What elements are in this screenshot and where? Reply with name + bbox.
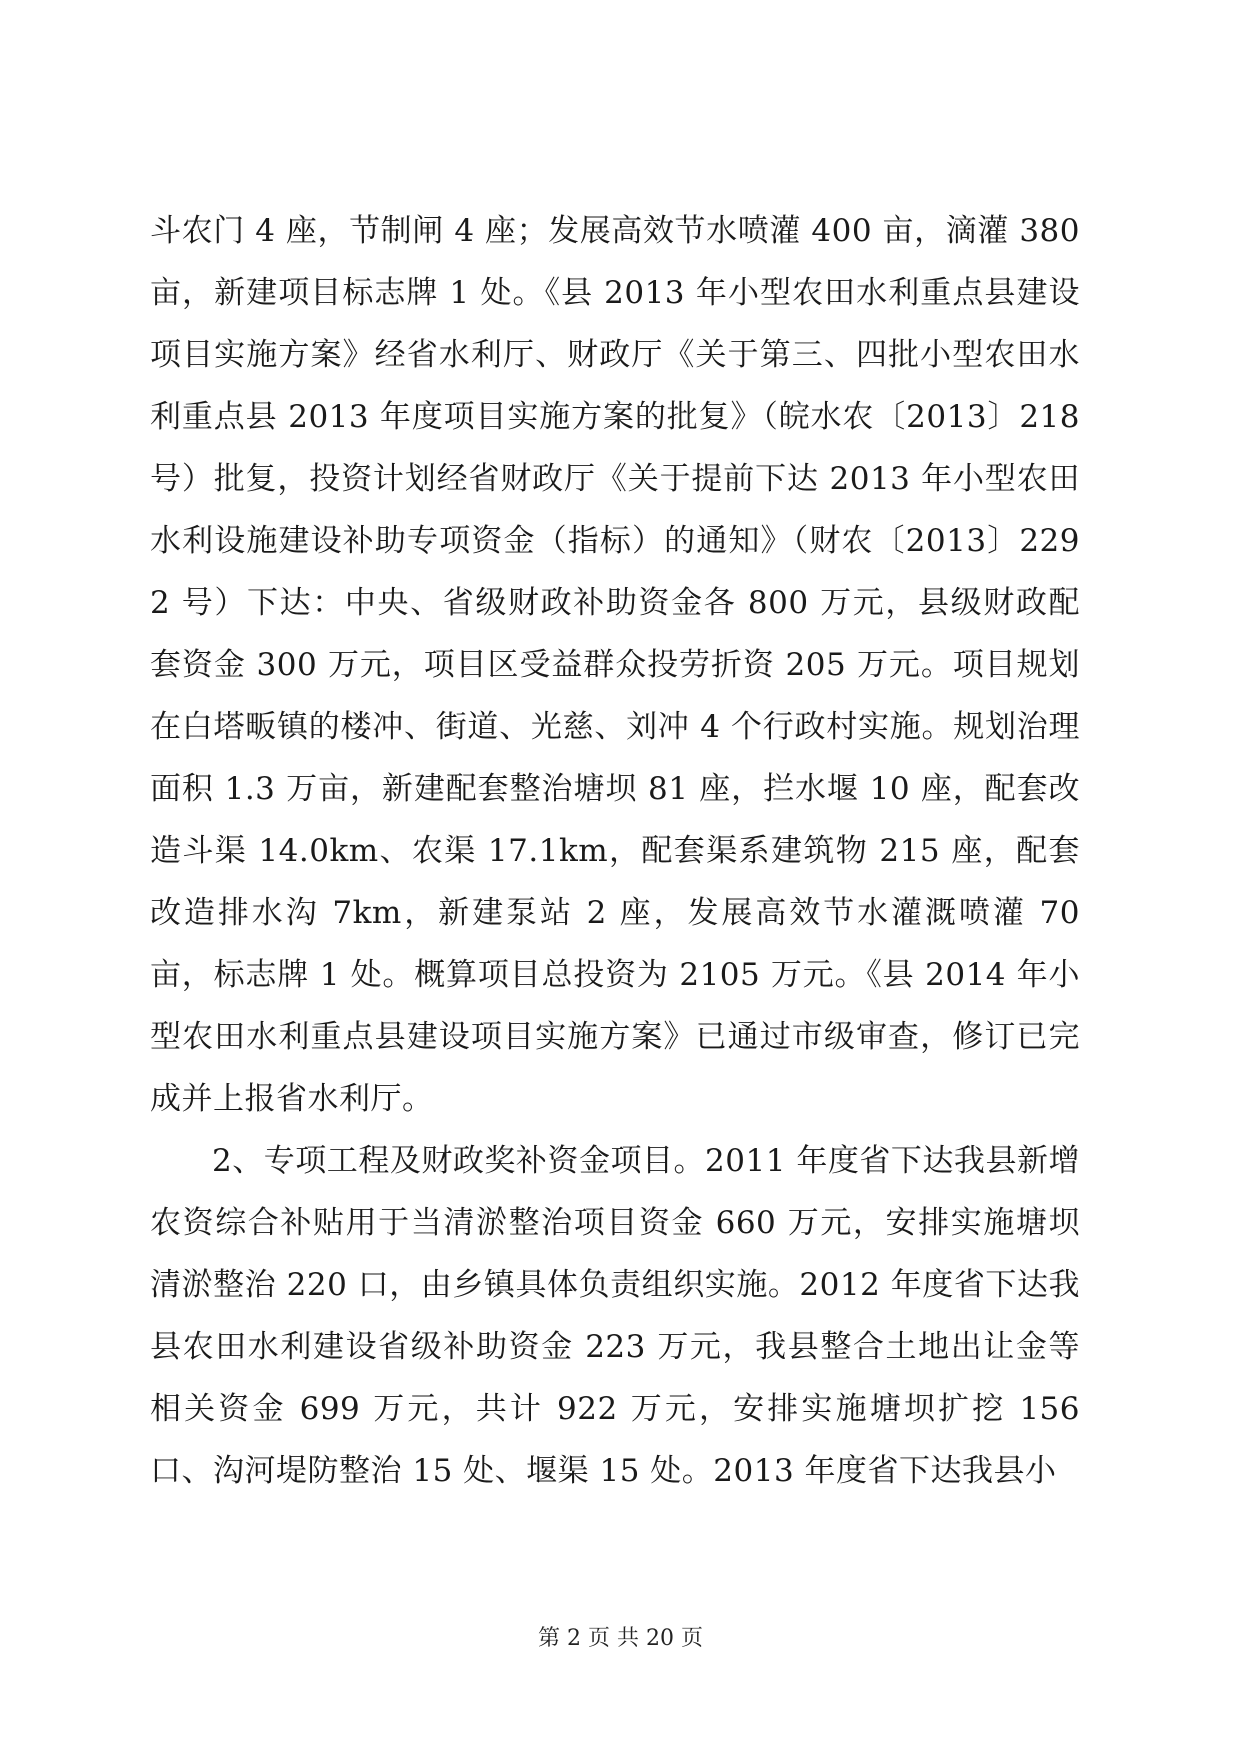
page-number-footer: 第 2 页 共 20 页 <box>538 1626 703 1651</box>
paragraph-continued: 斗农门 4 座，节制闸 4 座；发展高效节水喷灌 400 亩，滴灌 380 亩，新建项目标志牌 1 处。《县 2013 年小型农田水利重点县建设项目实施方案》经省水利厅、财政厅《关于第三、四批小型农田水利重点县 2013 年度项目实施方案的批复》（皖水农〔2013〕218 号）批复，投资计划经省财政厅《关于提前下达 2013 年小型农田水利设施建设补助专项资金（指标）的通知》（财农〔2013〕2292 号）下达：中央、省级财政补助资金各 800 万元，县级财政配套资金 300 万元，项目区受益群众投劳折资 205 万元。项目规划在白塔畈镇的楼冲、街道、光慈、刘冲 4 个行政村实施。规划治理面积 1.3 万亩，新建配套整治塘坝 81 座，拦水堰 10 座，配套改造斗渠 14.0km、农渠 17.1km，配套渠系建筑物 215 座，配套改造排水沟 7km，新建泵站 2 座，发展高效节水灌溉喷灌 70 亩，标志牌 1 处。概算项目总投资为 2105 万元。《县 2014 年小型农田水利重点县建设项目实施方案》已通过市级审查，修订已完成并上报省水利厅。 <box>150 213 1080 1117</box>
paragraph-special-projects: 2、专项工程及财政奖补资金项目。2011 年度省下达我县新增农资综合补贴用于当清淤整治项目资金 660 万元，安排实施塘坝清淤整治 220 口，由乡镇具体负责组织实施。2012 年度省下达我县农田水利建设省级补助资金 223 万元，我县整合土地出让金等相关资金 699 万元，共计 922 万元，安排实施塘坝扩挖 156 口、沟河堤防整治 15 处、堰渠 15 处。2013 年度省下达我县小 <box>150 1143 1080 1489</box>
document-body <box>150 200 1080 1502</box>
